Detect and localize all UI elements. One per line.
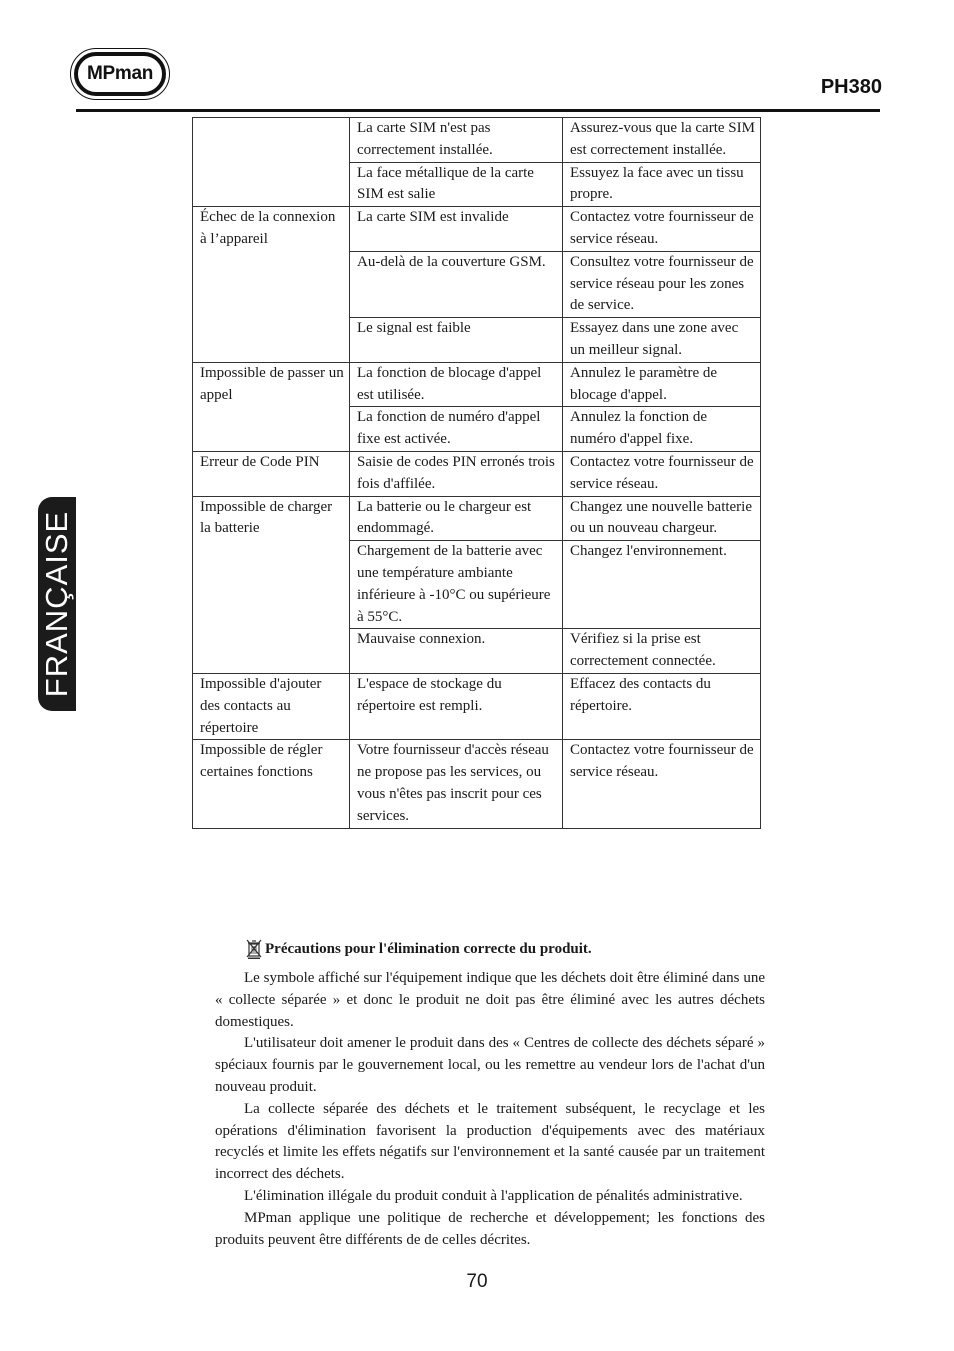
notice-paragraph: MPman applique une politique de recherche et développement; les fonctions des produits peuvent être différents de de celles décrites.: [215, 1209, 765, 1248]
table-row: [193, 362, 761, 407]
cause-cell: La fonction de blocage d'appel est utilisée.: [350, 362, 563, 407]
cause-cell: La batterie ou le chargeur est endommagé.: [350, 496, 563, 541]
problem-cell: [193, 118, 350, 207]
problem-cell: Erreur de Code PIN: [193, 451, 350, 496]
page-number: 70: [466, 1271, 488, 1292]
notice-title: Précautions pour l'élimination correcte du produit.: [265, 940, 592, 957]
solution-cell: Assurez-vous que la carte SIM est correctement installée.: [563, 118, 761, 163]
solution-cell: Contactez votre fournisseur de service réseau.: [563, 451, 761, 496]
table-row: [193, 451, 761, 496]
solution-cell: Essayez dans une zone avec un meilleur signal.: [563, 318, 761, 363]
language-tab: [38, 497, 76, 711]
cause-cell: Votre fournisseur d'accès réseau ne propose pas les services, ou vous n'êtes pas inscrit pour ces services.: [350, 740, 563, 828]
cause-cell: La face métallique de la carte SIM est salie: [350, 162, 563, 207]
cause-cell: La carte SIM est invalide: [350, 207, 563, 252]
crossed-bin-icon: [245, 939, 263, 959]
notice-paragraph: L'utilisateur doit amener le produit dans des « Centres de collecte des déchets séparé » spéciaux fournis par le gouvernement local, ou les remettre au vendeur lors de l'achat d'un nouveau produit.: [215, 1035, 765, 1095]
cause-cell: Saisie de codes PIN erronés trois fois d'affilée.: [350, 451, 563, 496]
solution-cell: Essuyez la face avec un tissu propre.: [563, 162, 761, 207]
notice-paragraph: La collecte séparée des déchets et le traitement subséquent, le recyclage et les opérations d'élimination favorisent la production d'équipements avec des matériaux recyclés et limite les effets négatifs sur l'environnement et la santé causée par un traitement incorrect des déchets.: [215, 1100, 765, 1183]
table-row: [193, 118, 761, 163]
solution-cell: Changez l'environnement.: [563, 541, 761, 629]
header-divider: [76, 109, 880, 112]
notice-heading: [245, 939, 592, 959]
table-row: [193, 496, 761, 541]
table-row: [193, 207, 761, 252]
table-row: [193, 740, 761, 828]
cause-cell: La fonction de numéro d'appel fixe est activée.: [350, 407, 563, 452]
solution-cell: Contactez votre fournisseur de service réseau.: [563, 207, 761, 252]
mpman-logo: MPman: [74, 52, 166, 96]
solution-cell: Contactez votre fournisseur de service réseau.: [563, 740, 761, 828]
cause-cell: Chargement de la batterie avec une température ambiante inférieure à -10°C ou supérieure à 55°C.: [350, 541, 563, 629]
cause-cell: L'espace de stockage du répertoire est rempli.: [350, 673, 563, 739]
notice-body: [215, 968, 765, 1251]
model-name: PH380: [820, 76, 882, 98]
notice-paragraph: L'élimination illégale du produit conduit à l'application de pénalités administrative.: [244, 1187, 743, 1204]
problem-cell: Impossible de charger la batterie: [193, 496, 350, 673]
solution-cell: Consultez votre fournisseur de service réseau pour les zones de service.: [563, 251, 761, 317]
cause-cell: Mauvaise connexion.: [350, 629, 563, 674]
language-tab-label: FRANÇAISE: [39, 510, 74, 698]
problem-cell: Impossible d'ajouter des contacts au répertoire: [193, 673, 350, 739]
cause-cell: La carte SIM n'est pas correctement installée.: [350, 118, 563, 163]
solution-cell: Vérifiez si la prise est correctement connectée.: [563, 629, 761, 674]
troubleshooting-table: [192, 117, 761, 829]
solution-cell: Changez une nouvelle batterie ou un nouveau chargeur.: [563, 496, 761, 541]
problem-cell: Échec de la connexion à l’appareil: [193, 207, 350, 363]
notice-paragraph: Le symbole affiché sur l'équipement indique que les déchets doit être éliminé dans une « collecte séparée » et donc le produit ne doit pas être éliminé avec les autres déchets domestiques.: [215, 970, 765, 1030]
table-row: [193, 673, 761, 739]
cause-cell: Au-delà de la couverture GSM.: [350, 251, 563, 317]
problem-cell: Impossible de passer un appel: [193, 362, 350, 451]
solution-cell: Annulez le paramètre de blocage d'appel.: [563, 362, 761, 407]
solution-cell: Effacez des contacts du répertoire.: [563, 673, 761, 739]
cause-cell: Le signal est faible: [350, 318, 563, 363]
solution-cell: Annulez la fonction de numéro d'appel fixe.: [563, 407, 761, 452]
problem-cell: Impossible de régler certaines fonctions: [193, 740, 350, 828]
